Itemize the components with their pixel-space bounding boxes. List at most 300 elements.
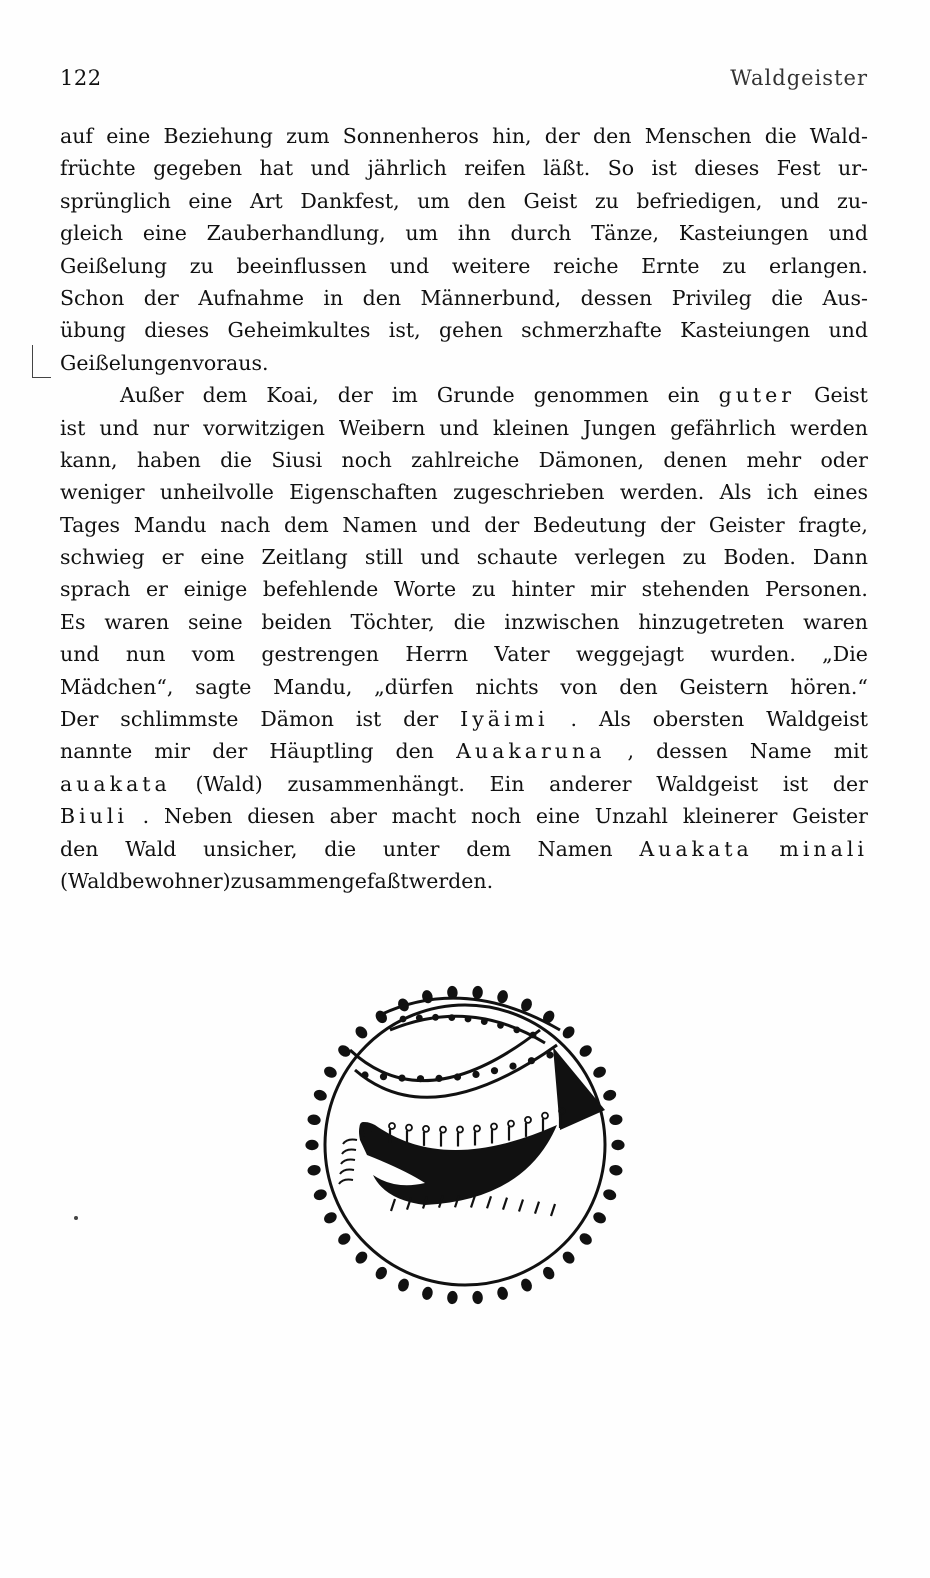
word: durch [510,221,572,246]
word: einige [183,577,248,602]
word: früchte [60,156,136,181]
word: ist [651,156,677,181]
spaced-name: Iyäimi [460,707,549,732]
band-dot [435,1075,442,1082]
word: zusammengefaßt [230,868,409,893]
word: Mädchen“, [60,674,174,699]
word: die [324,836,357,861]
bottom-tick [487,1196,491,1208]
page-number: 122 [60,66,102,90]
border-dot [609,1164,624,1176]
word: Waldgeist [766,707,868,732]
text-line [60,282,868,314]
word: um [405,221,439,246]
word: Dann [812,545,868,570]
word: gestrengen [261,642,380,667]
word: Geistern [679,674,769,699]
word: jährlich [367,156,447,181]
border-dot [373,1265,389,1282]
border-dot [609,1114,624,1126]
word: ur- [838,156,868,181]
word: weggejagt [576,642,685,667]
border-dot [472,1290,483,1304]
word: der [143,285,179,310]
word: schaute [476,545,558,570]
text-line [60,768,868,800]
word: Menschen [644,124,752,148]
word: obersten [652,707,745,732]
word: dessen [656,739,728,764]
word: Grunde [436,383,515,408]
border-dot [305,1140,318,1150]
word: er [161,545,184,570]
word: befehlende [262,577,379,602]
band-dot [361,1071,368,1078]
border-dot [421,1286,434,1301]
word: mir [590,577,626,602]
text-line [60,250,868,282]
word: voraus. [192,350,269,375]
tick-loop [474,1126,480,1132]
word: macht [391,804,457,829]
word: noch [341,447,392,472]
word: gefährlich [670,415,777,440]
word: gehen [438,318,503,343]
word: mehr [746,447,802,472]
word: der [212,739,248,764]
band-dot [380,1073,387,1080]
word: Geißelungen [60,350,193,375]
word: ich [766,480,799,505]
border-dot [312,1188,328,1202]
border-dot [322,1064,339,1079]
word: wurden. [710,642,796,667]
word: Personen. [765,577,868,602]
word: Kasteiungen [678,221,809,246]
word: Unzahl [594,804,668,829]
side-leg [339,1180,353,1185]
word: Beziehung [163,124,273,148]
word: Dämonen, [538,447,645,472]
word: der [832,771,868,796]
border-dot [611,1140,624,1150]
word: die [453,609,486,634]
word: werden [790,415,868,440]
text-line [60,412,868,444]
word: Weibern [338,415,426,440]
word: hin, [492,124,532,148]
word: hören.“ [790,674,868,699]
spaced-name: Auakaruna [456,739,606,764]
border-dot [353,1249,370,1266]
word: übung [60,318,126,343]
border-dot [591,1210,608,1225]
word: Dämon [260,707,334,732]
word: Ernte [641,253,700,278]
word: Aus- [822,285,868,310]
word: zusammenhängt. [287,771,465,796]
word: der [337,383,373,408]
border-dot [396,1277,411,1293]
word: im [391,383,418,408]
word: hinzugetreten [638,609,785,634]
band-dot [454,1073,461,1080]
word: werden. [619,480,705,505]
bottom-tick [391,1199,395,1211]
word: Mandu, [273,674,353,699]
word: befriedigen, [636,188,763,213]
border-dot [307,1164,322,1176]
word: nichts [475,674,539,699]
text-line [60,541,868,573]
word: beiden [261,609,332,634]
word: zu [594,188,619,213]
border-dot [560,1249,577,1266]
word: beeinflussen [236,253,367,278]
running-head: Waldgeister [730,66,868,90]
word: Worte [393,577,457,602]
word: hinter [511,577,575,602]
word: mit [833,739,868,764]
word: Geheimkultes [227,318,371,343]
word: weniger [60,480,145,505]
word: kleinerer [682,804,778,829]
word: dieses [144,318,210,343]
word: er [146,577,168,602]
word: und [60,642,100,667]
spaced-name: guter [718,383,796,408]
word: auf [60,124,94,148]
band-dot [546,1051,553,1058]
spaced-name: Auakata [639,836,753,861]
word: gleich [60,221,124,246]
word: fragte, [798,512,868,537]
word: schwieg [60,545,145,570]
body-text [60,120,868,897]
side-leg [341,1160,355,1165]
border-dot [602,1188,618,1202]
word: „dürfen [374,674,454,699]
tick-loop [440,1127,446,1133]
border-dot [541,1265,557,1282]
word: schmerzhafte [521,318,662,343]
word: die [764,124,797,148]
word: weitere [451,253,531,278]
word: nach [220,512,271,537]
word: Boden. [723,545,796,570]
word: ist [355,707,382,732]
band-dot [448,1014,455,1021]
tick-loop [542,1113,548,1119]
word: anderer [549,771,632,796]
text-line [60,833,868,865]
tick-loop [406,1125,412,1131]
word: Namen [537,836,613,861]
band-dot [400,1016,407,1023]
word: dieses [694,156,760,181]
word: läßt. [543,156,591,181]
word: kleinen [492,415,570,440]
band-dot [509,1063,516,1070]
word: ein [667,383,700,408]
word: Eigenschaften [289,480,438,505]
word: Als [719,480,752,505]
word: schlimmste [120,707,239,732]
text-line [60,671,868,703]
text-line [60,347,868,379]
band-dot [417,1075,424,1082]
word: Häuptling [269,739,374,764]
word: Ein [489,771,525,796]
word: Namen [342,512,418,537]
word: zu [722,253,747,278]
word: waren [104,609,170,634]
band-dot [398,1075,405,1082]
word: Name [749,739,812,764]
border-dot [322,1210,339,1225]
word: den [395,739,435,764]
band-dot [528,1057,535,1064]
text-line [60,800,868,832]
word: Töchter, [350,609,435,634]
word: Sonnenheros [342,124,479,148]
word: . [570,707,578,732]
word: nur [152,415,190,440]
word: Geister [792,804,868,829]
word: kann, [60,447,118,472]
stray-mark [74,1216,78,1220]
border-dot [447,1290,458,1304]
band-dot [530,1032,537,1039]
word: dem [466,836,511,861]
word: die [771,285,804,310]
middle-arc [355,1045,557,1097]
word: zum [286,124,330,148]
word: und [779,188,820,213]
word: Koai, [266,383,319,408]
word: den [362,285,402,310]
word: und [439,415,479,440]
word: und [828,318,868,343]
word: der [544,124,580,148]
word: Tänze, [591,221,660,246]
word: den [593,124,632,148]
word: mir [154,739,191,764]
band-dot [416,1015,423,1022]
word: gegeben [153,156,243,181]
bottom-tick [519,1199,523,1211]
word: ist [782,771,809,796]
word: Wald- [809,124,868,148]
border-dot [602,1088,618,1102]
side-leg [342,1150,356,1155]
word: eines [813,480,868,505]
text-line [60,606,868,638]
spaced-name: auakata [60,771,171,796]
text-line [60,509,868,541]
tick-loop [508,1121,514,1127]
word: und [828,221,868,246]
word: den [467,188,506,213]
word: Mandu [133,512,207,537]
border-dot [336,1231,353,1247]
text-line [60,735,868,767]
band-dot [472,1071,479,1078]
border-dot [496,989,509,1004]
word: Es [60,609,86,634]
word: zu [471,577,496,602]
word: Jungen [583,415,657,440]
spaced-name: Biuli [60,804,128,829]
word: oder [820,447,868,472]
word: (Wald) [195,771,263,796]
word: den [60,836,99,861]
bottom-tick [551,1204,555,1216]
word: nannte [60,739,133,764]
border-dot [577,1043,594,1059]
word: in [323,285,344,310]
word: und [431,512,471,537]
word: Geist [523,188,578,213]
word: von [560,674,598,699]
word: vom [191,642,236,667]
border-dot [472,985,483,999]
border-dot [577,1231,594,1247]
word: eine [106,124,151,148]
text-line [60,379,868,411]
word: dem [202,383,248,408]
word: Der [60,707,99,732]
margin-pencil-mark [32,345,51,378]
word: werden. [408,868,494,893]
word: stehenden [641,577,750,602]
word: Geißelung [60,253,167,278]
border-dot [353,1024,370,1041]
word: ihn [457,221,491,246]
word: , [627,739,635,764]
word: . [142,804,150,829]
word: zugeschrieben [453,480,605,505]
ornament-figure [295,975,635,1315]
text-line [60,185,868,217]
word: „Die [822,642,868,667]
word: Waldgeist [656,771,759,796]
word: der [484,512,520,537]
text-line [60,444,868,476]
text-line [60,152,868,184]
bottom-tick [503,1198,507,1210]
word: Geister [708,512,785,537]
word: Vater [494,642,550,667]
text-line [60,638,868,670]
word: Aufnahme [198,285,304,310]
word: und [310,156,351,181]
word: Neben [163,804,233,829]
word: Zeitlang [261,545,348,570]
word: waren [803,609,868,634]
word: Privileg [671,285,752,310]
word: dem [284,512,329,537]
tick-loop [525,1117,531,1123]
bottom-tick [535,1202,539,1214]
word: ist, [388,318,421,343]
word: um [417,188,450,213]
word: seine [188,609,243,634]
word: reifen [464,156,526,181]
text-line [60,120,868,152]
word: Bedeutung [533,512,647,537]
word: sprach [60,577,131,602]
word: zu- [837,188,868,213]
word: sagte [195,674,252,699]
word: Herrn [405,642,469,667]
border-dot [560,1024,577,1041]
text-line [60,314,868,346]
word: denen [663,447,728,472]
word: sprünglich [60,188,171,213]
word: So [607,156,635,181]
text-line [60,476,868,508]
spaced-name: minali [779,836,868,861]
word: zu [682,545,707,570]
band-dot [497,1022,504,1029]
word: diesen [247,804,315,829]
border-dot [496,1286,509,1301]
word: still [364,545,404,570]
band-dot [432,1014,439,1021]
border-dot [312,1088,328,1102]
border-dot [307,1114,322,1126]
word: Kasteiungen [680,318,811,343]
word: eine [200,545,245,570]
word: ist [60,415,86,440]
word: Außer [120,383,184,408]
word: Art [249,188,283,213]
word: unter [382,836,440,861]
word: und [99,415,139,440]
word: haben [136,447,201,472]
tick-loop [491,1124,497,1130]
side-leg [340,1170,354,1175]
text-line [60,217,868,249]
word: der [660,512,696,537]
word: Dankfest, [300,188,400,213]
text-line [60,703,868,735]
border-dot [519,1277,534,1293]
word: Schon [60,285,125,310]
word: (Waldbewohner) [60,868,231,893]
border-dot [591,1064,608,1079]
word: unheilvolle [159,480,274,505]
word: zahlreiche [411,447,520,472]
text-line [60,573,868,605]
word: Als [598,707,631,732]
word: reiche [553,253,619,278]
word: zu [189,253,214,278]
side-leg [343,1140,357,1145]
word: Wald [125,836,177,861]
band-dot [513,1027,520,1034]
band-dot [481,1018,488,1025]
page-header [60,66,868,96]
word: Geist [814,383,868,408]
tick-loop [389,1123,395,1129]
word: und [389,253,430,278]
word: Siusi [271,447,323,472]
word: aber [329,804,377,829]
word: dessen [580,285,653,310]
word: der [403,707,439,732]
